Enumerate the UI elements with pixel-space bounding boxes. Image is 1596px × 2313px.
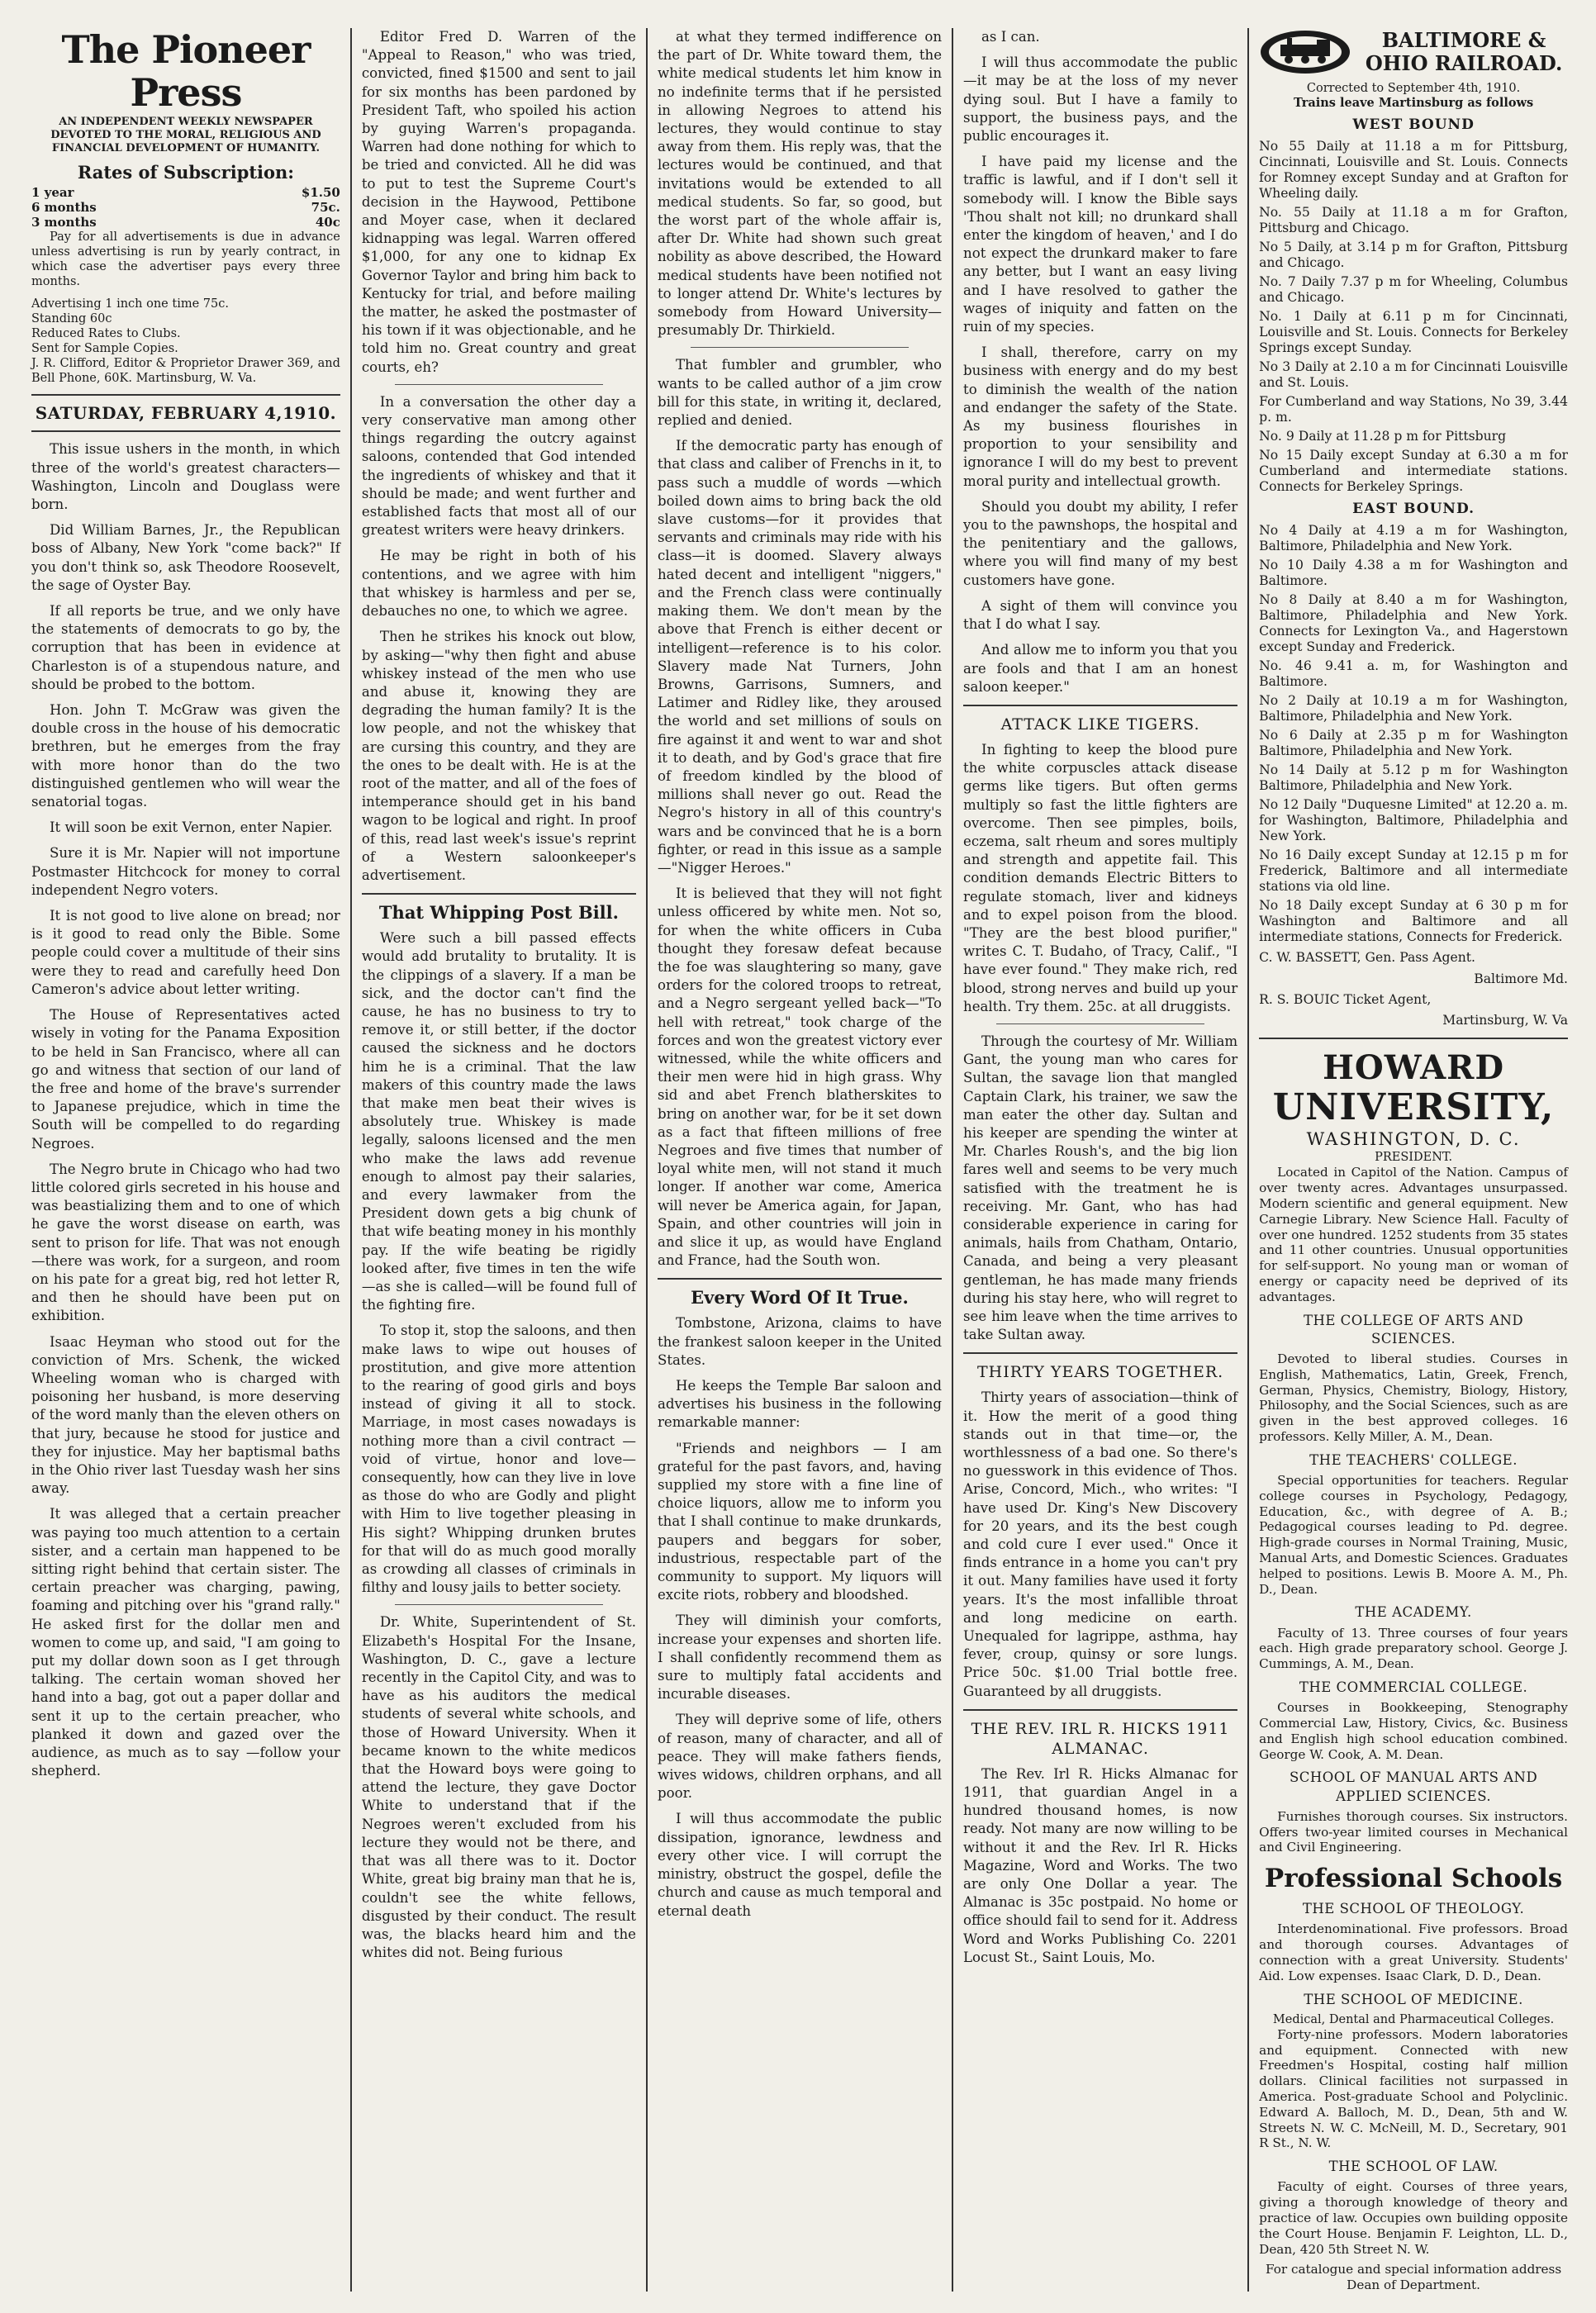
- article-paragraph: It is believed that they will not fight unless officered by white men. Not so, for when the white officers in Cuba thought they foresaw defeat because the foe was slaughtering so many, gave orders for the colored troops to retreat, and a Negro sergeant yelled back—"To hell with retreat," took charge of the forces and won the greatest victory ever witnessed, while the white officers and their men were hid in high grass. Why sid and abet French blatherskites to bring on another war, for be it set down as a fact that fifteen millions of free Negroes and five times that number of loyal white men, will not stand it much longer. If another war come, America will never be America again, for Japan, Spain, and other countries will join in and slice it up, as would have England and France, had the South won.: [657, 886, 943, 1269]
- column-5: [1247, 28, 1578, 2292]
- columns: [25, 28, 1578, 2292]
- editorial-paragraph: It will soon be exit Vernon, enter Napier.: [50, 819, 333, 836]
- article-paragraph: Then he strikes his knock out blow, by asking—"why then fight and abuse whiskey instead of the men who use and abuse it, knowing they are degrading the human family? It is the low people, and not the whiskey that are cursing this country, and they are the ones to be dealt with. He is at the root of the matter, and all of the foes of intemperance should get in his band wagon to be logical and right. In proof of this, read last week's issue's reprint of a Western saloonkeeper's advertisement.: [361, 629, 636, 883]
- section-subheading: Medical, Dental and Pharmaceutical Colleges.: [1272, 2012, 1555, 2026]
- train-entry: No 5 Daily, at 3.14 p m for Grafton, Pittsburg and Chicago.: [1259, 240, 1569, 271]
- divider: [395, 384, 603, 385]
- editorial-paragraph: This issue ushers in the month, in which three of the world's greatest characters—Washington, Lincoln and Douglass were born.: [31, 441, 340, 513]
- column-4: [952, 28, 1247, 2292]
- article-paragraph: If the democratic party has enough of that class and caliber of Frenchs in it, to pass such a muddle of words —which boiled down aims to bring back the old slave customs—for it provides that servants and criminals may ride with his class—it is doomed. Slavery always hated decent and intelligent "niggers," and the French class were continually making them. We don't mean by the above that French is either decent or intelligent—reference is to his color. Slavery made Nat Turners, John Browns, Garrisons, Sumners, and Latimer and Ridley like, they aroused the world and set millions of souls on fire against it and went to war and shot it to death, and by God's grace that fire of freedom kindled by the blood of millions shall never go out. Read the Negro's history in all of this country's wars and be convinced that he is a born fighter, or read in this issue as a sample—"Nigger Heroes.": [657, 438, 943, 876]
- divider: [1259, 1038, 1568, 1039]
- catalogue-note: For catalogue and special information address Dean of Department.: [1266, 2262, 1562, 2292]
- train-entry: No 16 Daily except Sunday at 12.15 p m for Frederick, Baltimore and all intermediate stations via old line.: [1259, 848, 1569, 895]
- locomotive-emblem-icon: [1259, 28, 1351, 76]
- headline-attack-like-tigers: ATTACK LIKE TIGERS.: [1000, 715, 1200, 734]
- column-2: [350, 28, 646, 2292]
- advertising-line: Advertising 1 inch one time 75c.: [31, 297, 229, 311]
- article-paragraph: They will deprive some of life, others of reason, many of character, and all of peace. They will make fathers fiends, wives widows, children orphans, and all poor.: [657, 1712, 943, 1802]
- article-paragraph: Through the courtesy of Mr. William Gant, the young man who cares for Sultan, the savage lion that mangled Captain Clark, his trainer, we saw the man eater the other day. Sultan and his keeper are spending the winter at Mr. Charles Roush's, and the big lion fares well and seems to be very much satisfied with the treatment he is receiving. Mr. Gant, who has had considerable experience in caring for animals, hails from Chatham, Ontario, Canada, and being a very pleasant gentleman, he has made many friends during his stay here, who will regret to see him leave when the time arrives to take Sultan away.: [963, 1033, 1238, 1343]
- train-entry: No 12 Daily "Duquesne Limited" at 12.20 a. m. for Washington, Baltimore, Philadelphia and New York.: [1259, 797, 1569, 844]
- article-paragraph: In fighting to keep the blood pure the white corpuscles attack disease germs like tigers. But often germs multiply so fast the little fighters are overcome. Then see pimples, boils, eczema, salt rheum and sores multiply and strength and appetite fail. This condition demands Electric Bitters to regulate stomach, liver and kidneys and to expel poison from the blood. "They are the best blood purifier," writes C. T. Budaho, of Tracy, Calif., "I have ever found." They make rich, red blood, strong nerves and build up your health. Try them. 25c. at all druggists.: [963, 741, 1238, 1014]
- section-text: Furnishes thorough courses. Six instructors. Offers two-year limited courses in Mechanical and Civil Engineering.: [1259, 1808, 1569, 1855]
- westbound-heading: WEST BOUND: [1352, 116, 1475, 133]
- article-paragraph: I shall, therefore, carry on my business with energy and do my best to diminish the wealth of the nation and endanger the safety of the State. As my business flourishes in proportion to your sensibility and ignorance I will do my best to prevent moral purity and intellectual growth.: [963, 344, 1238, 489]
- article-paragraph: Dr. White, Superintendent of St. Elizabeth's Hospital For the Insane, Washington, D. C., gave a lecture recently in the Capitol City, and was to have as his auditors the medical students of several white schools, and those of Howard University. When it became known to the white medicos that the Howard boys were going to attend the lecture, they gave Doctor White to understand that if the Negroes weren't excluded from his lecture they would not be there, and that was all there was to it. Doctor White, great big brainy man that he is, couldn't see the white fellows, disgusted by their conduct. The result was, the blacks heard him and the whites did not. Being furious: [361, 1614, 636, 1961]
- article-paragraph: Should you doubt my ability, I refer you to the pawnshops, the hospital and the penitentiary and the gallows, where you will find many of my best customers have gone.: [963, 498, 1238, 588]
- railroad-title: BALTIMORE & OHIO RAILROAD.: [1365, 28, 1563, 75]
- train-entry: No 6 Daily at 2.35 p m for Washington Baltimore, Philadelphia and New York.: [1259, 728, 1569, 759]
- editorial-paragraph: It is not good to live alone on bread; nor is it good to read only the Bible. Some people could cover a multitude of their sins were they to read and carefully heed Don Cameron's advice about letter writing.: [31, 908, 340, 997]
- article-paragraph: I will thus accommodate the public dissipation, ignorance, lewdness and every other vice. I will corrupt the ministry, obstruct the gospel, defile the church and cause as much temporal and eternal death: [657, 1811, 943, 1919]
- article-paragraph: Tombstone, Arizona, claims to have the frankest saloon keeper in the United States.: [657, 1315, 943, 1368]
- divider: [691, 347, 909, 348]
- divider: [362, 893, 636, 895]
- payment-notice: Pay for all advertisements is due in advance unless advertising is run by yearly contract, in which case the advertiser pays every three months.: [31, 230, 340, 289]
- section-heading: THE COLLEGE OF ARTS AND SCIENCES.: [1303, 1312, 1524, 1346]
- section-text: Devoted to liberal studies. Courses in English, Mathematics, Latin, Greek, French, German, Physics, Chemistry, Biology, History, Philosophy, and the Social Sciences, such as are given in the best approved colleges. 16 professors. Kelly Miller, A. M., Dean.: [1259, 1351, 1569, 1444]
- article-paragraph: And allow me to inform you that you are fools and that I am an honest saloon keeper.": [963, 642, 1238, 695]
- section-text: Interdenominational. Five professors. Broad and thorough courses. Advantages of connection with a great University. Students' Aid. Low expenses. Isaac Clark, D. D., Dean.: [1259, 1921, 1569, 1983]
- article-paragraph: Thirty years of association—think of it. How the merit of a good thing stands out in that time—or, the worthlessness of a bad one. So there's no guesswork in this evidence of Thos. Arise, Concord, Mich., who writes: "I have used Dr. King's New Discovery for 20 years, and its the best cough and cold cure I ever used." Once it finds entrance in a home you can't pry it out. Many families have used it forty years. It's the most infallible throat and long medicine on earth. Unequaled for lagrippe, asthma, hay fever, croup, quinsy or sore lungs. Price 50c. $1.00 Trial bottle free. Guaranteed by all druggists.: [963, 1389, 1238, 1699]
- divider: [963, 1352, 1237, 1354]
- section-text: Courses in Bookkeeping, Stenography Commercial Law, History, Civics, &c. Business and English high school education combined. George W. Cook, A. M. Dean.: [1259, 1700, 1569, 1762]
- rate-row: 3 months 40c: [31, 215, 340, 230]
- column-3: [646, 28, 952, 2292]
- editorial-paragraph: Did William Barnes, Jr., the Republican boss of Albany, New York "come back?" If you don't think so, ask Theodore Roosevelt, the sage of Oyster Bay.: [31, 522, 340, 593]
- headline-whipping-post: That Whipping Post Bill.: [378, 902, 619, 924]
- professional-schools-heading: Professional Schools: [1264, 1864, 1563, 1894]
- headline-every-word: Every Word Of It True.: [691, 1287, 909, 1308]
- article-paragraph: To stop it, stop the saloons, and then make laws to wipe out houses of prostitution, and give more attention to the rearing of good girls and boys instead of giving it all to stock. Marriage, in most cases nowadays is nothing more than a civil contract —void of virtue, honor and love—consequently, how can they live in love as those do who are Godly and plight with Him to live together pleasing in His sight? Whipping drunken brutes for that will do as much good morally as crowding all classes of criminals in filthy and lousy jails to better society.: [361, 1323, 636, 1596]
- schedule-corrected: Corrected to September 4th, 1910.: [1306, 82, 1521, 95]
- agent-signature: Baltimore Md.: [1474, 971, 1569, 986]
- train-entry: No. 55 Daily at 11.18 a m for Grafton, Pittsburg and Chicago.: [1259, 205, 1569, 236]
- howard-university-ad: [1259, 1049, 1568, 2292]
- section-heading: THE SCHOOL OF LAW.: [1328, 2159, 1499, 2175]
- train-entry: No 55 Daily at 11.18 a m for Pittsburg, Cincinnati, Louisville and St. Louis. Connects for Romney except Sunday and at Grafton for Wheeling daily.: [1259, 139, 1569, 202]
- train-entry: No. 7 Daily 7.37 p m for Wheeling, Columbus and Chicago.: [1259, 274, 1569, 306]
- editorial-paragraph: If all reports be true, and we only have the statements of democrats to go by, the corruption that has been in evidence at Charleston is of a stupendous nature, and should be probed to the bottom.: [31, 603, 340, 692]
- article-paragraph: The Rev. Irl R. Hicks Almanac for 1911, that guardian Angel in a hundred thousand homes, is now ready. Not many are now willing to be without it and the Rev. Irl R. Hicks Magazine, Word and Works. The two are only One Dollar a year. The Almanac is 35c postpaid. No home or office should fail to send for it. Address Word and Works Publishing Co. 2201 Locust St., Saint Louis, Mo.: [963, 1765, 1238, 1965]
- divider: [658, 1278, 942, 1280]
- university-name: UNIVERSITY,: [1272, 1086, 1555, 1129]
- trains-leave: Trains leave Martinsburg as follows: [1293, 96, 1534, 110]
- train-entry: No 2 Daily at 10.19 a m for Washington, Baltimore, Philadelphia and New York.: [1259, 693, 1569, 724]
- train-entry: No. 1 Daily at 6.11 p m for Cincinnati, Louisville and St. Louis. Connects for Berkeley Springs except Sunday.: [1259, 309, 1569, 356]
- section-heading: THE ACADEMY.: [1355, 1604, 1472, 1621]
- editorial-paragraph: The House of Representatives acted wisely in voting for the Panama Exposition to be held in San Francisco, where all can go and witness that section of our land of the free and home of the brave's surrender to Japanese prejudice, which in time the South will be compelled to do regarding Negroes.: [31, 1007, 340, 1152]
- divider: [963, 705, 1237, 706]
- train-entry: No. 46 9.41 a. m, for Washington and Baltimore.: [1259, 658, 1569, 690]
- headline-thirty-years: THIRTY YEARS TOGETHER.: [976, 1363, 1224, 1382]
- article-paragraph: They will diminish your comforts, increase your expenses and shorten life. I shall confidently recommend them as sure to multiply fatal accidents and incurable diseases.: [657, 1612, 943, 1703]
- editorial-paragraph: Hon. John T. McGraw was given the double cross in the house of his democratic brethren, but he emerges from the fray with more honor than do the two distinguished gentlemen who will wear the senatorial togas.: [31, 702, 340, 810]
- dateline: SATURDAY, FEBRUARY 4,1910.: [35, 403, 337, 424]
- section-heading: THE SCHOOL OF MEDICINE.: [1304, 1991, 1523, 2007]
- editorial-paragraph: The Negro brute in Chicago who had two little colored girls secreted in his house and was beastializing them and to one of which he gave the worst disease on earth, was sent to prison for life. That was not enough—there was work, for a surgeon, and room on his pate for a great big, red hot letter R, and then he should have been put on exhibition.: [31, 1161, 340, 1324]
- article-paragraph: I have paid my license and the traffic is lawful, and if I don't sell it somebody will. I know the Bible says 'Thou shalt not kill; no drunkard shall enter the kingdom of heaven,' and I do not expect the drunkard maker to fare any better, but I want an easy living and I have resolved to gather the wages of iniquity and fatten on the ruin of my species.: [963, 154, 1238, 335]
- advertising-line: Sent for Sample Copies.: [31, 342, 178, 356]
- train-entry: No 14 Daily at 5.12 p m for Washington Baltimore, Philadelphia and New York.: [1259, 762, 1569, 794]
- headline-hicks-almanac: THE REV. IRL R. HICKS 1911 ALMANAC.: [971, 1719, 1230, 1758]
- article-paragraph: I will thus accommodate the public—it may be at the loss of my never dying soul. But I have a family to support, the business pays, and the public encourages it.: [963, 55, 1238, 145]
- section-text: Faculty of eight. Courses of three years, giving a thorough knowledge of theory and practice of law. Occupies own building opposite the Court House. Benjamin F. Leighton, LL. D., Dean, 420 5th Street N. W.: [1259, 2179, 1569, 2257]
- article-paragraph: In a conversation the other day a very conservative man among other things regarding the outcry against saloons, contended that God intended the ingredients of whiskey and that it should be made; and went further and established facts that most all of our greatest writers were heavy drinkers.: [361, 393, 636, 539]
- divider: [31, 430, 340, 432]
- section-text: Faculty of 13. Three courses of four years each. High grade preparatory school. George J. Cummings, A. M., Dean.: [1259, 1625, 1569, 1672]
- rates-heading: Rates of Subscription:: [77, 162, 295, 183]
- divider: [395, 1604, 603, 1605]
- editorial-paragraph: Sure it is Mr. Napier will not importune Postmaster Hitchcock for money to corral independent Negro voters.: [31, 845, 340, 898]
- agent-signature: C. W. BASSETT, Gen. Pass Agent.: [1259, 950, 1475, 966]
- train-entry: No 15 Daily except Sunday at 6.30 a m for Cumberland and intermediate stations. Connects for Berkeley Springs.: [1259, 448, 1569, 495]
- divider: [963, 1709, 1237, 1711]
- article-paragraph: Editor Fred D. Warren of the "Appeal to Reason," who was tried, convicted, fined $1500 and sent to jail for six months has been pardoned by President Taft, who spoiled his action by guying Warren's propaganda. Warren had done nothing for which to be tried and convicted. All he did was to put to test the Supreme Court's decision in the Haywood, Pettibone and Moyer case, when it declared kidnapping was legal. Warren offered $1,000, for any one to kidnap Ex Governor Taylor and bring him back to Kentucky for trial, and before mailing the matter, he asked the postmaster of his town if it was objectionable, and he told him no. Great country and great courts, eh?: [361, 29, 636, 375]
- train-entry: No 18 Daily except Sunday at 6 30 p m for Washington and Baltimore and all intermediate stations, Connects for Frederick.: [1259, 898, 1569, 945]
- column-1: [25, 28, 350, 2292]
- editorial-paragraph: Isaac Heyman who stood out for the conviction of Mrs. Schenk, the wicked Wheeling woman who is charged with poisoning her husband, is more deserving of the word manly than the eleven others on that jury, because he stood for justice and they for injustice. May her baptismal baths in the Ohio river last Tuesday wash her sins away.: [31, 1333, 340, 1497]
- rate-row: 1 year $1.50: [31, 185, 340, 201]
- article-paragraph: He may be right in both of his contentions, and we agree with him that whiskey is harmless and per se, debauches no one, to which we agree.: [361, 548, 636, 620]
- train-entry: No 10 Daily 4.38 a m for Washington and Baltimore.: [1259, 558, 1569, 589]
- railroad-header: [1259, 28, 1568, 76]
- advertising-line: Reduced Rates to Clubs.: [31, 327, 181, 341]
- article-paragraph: Were such a bill passed effects would add brutality to brutality. It is the clippings of a slavery. If a man be sick, and the doctor can't find the cause, he has no business to try to remove it, or still better, if the doctor caused the sickness and he doctors him he is a criminal. That the law makers of this country made the laws that make men beat their wives is absolutely true. Whiskey is made legally, saloons licensed and the men who make the laws add revenue enough to almost pay their salaries, and every lawmaker from the President down gets a big chunk of that wife beating money in his monthly pay. If the wife beating be rigidly looked after, five times in ten the wife—as she is called—will be found full of the fighting fire.: [361, 930, 636, 1313]
- section-text: Forty-nine professors. Modern laboratories and equipment. Connected with new Freedmen's Hospital, costing half million dollars. Clinical facilities not surpassed in America. Post-graduate School and Polyclinic. Edward A. Balloch, M. D., Dean, 5th and W. Streets N. W. C. McNeill, M. D., Secretary, 901 R St., N. W.: [1259, 2026, 1569, 2151]
- article-paragraph: at what they termed indifference on the part of Dr. White toward them, the white medical students let him know in no indefinite terms that if he persisted in allowing Negroes to attend his lectures, they would continue to stay away from them. His reply was, that the lectures would be continued, and that invitations would be extended to all medical students. So far, so good, but the worst part of the whole affair is, after Dr. White had shown such great nobility as above described, the Howard medical students have been notified not to longer attend Dr. White's lectures by somebody from Howard University—presumably Dr. Thirkield.: [657, 29, 943, 339]
- train-entry: For Cumberland and way Stations, No 39, 3.44 p. m.: [1259, 394, 1569, 425]
- article-paragraph: "Friends and neighbors — I am grateful for the past favors, and, having supplied my store with a fine line of choice liquors, allow me to inform you that I shall continue to make drunkards, paupers and beggars for sober, industrious, respectable part of the community to support. My liquors will excite riots, robbery and bloodshed.: [657, 1440, 943, 1603]
- section-heading: THE SCHOOL OF THEOLOGY.: [1302, 1901, 1525, 1917]
- editorial-paragraph: It was alleged that a certain preacher was paying too much attention to a certain sister, and a certain man happened to be sitting right behind that certain sister. The certain preacher was charging, pawing, foaming and pitching over his "grand rally." He asked first for the dollar men and women to come up, and said, "I am going to put my dollar down soon as I get through talking. The certain woman shoved her hand into a bag, got out a paper dollar and sent it up to the certain preacher, who planked it down and gazed over the audience, as much as to say —follow your shepherd.: [31, 1506, 340, 1779]
- publisher-line: J. R. Clifford, Editor & Proprietor Drawer 369, and Bell Phone, 60K. Martinsburg, W. Va.: [31, 357, 340, 386]
- train-entry: No. 9 Daily at 11.28 p m for Pittsburg: [1259, 429, 1507, 444]
- howard-location: WASHINGTON, D. C.: [1306, 1129, 1521, 1150]
- article-paragraph: That fumbler and grumbler, who wants to be called author of a jim crow bill for this state, in writing it, declared, replied and denied.: [657, 357, 943, 429]
- masthead-title: The Pioneer Press: [61, 28, 311, 115]
- masthead-subtitle: AN INDEPENDENT WEEKLY NEWSPAPER DEVOTED TO THE MORAL, RELIGIOUS AND FINANCIAL DEVELOPMENT OF HUMANITY.: [50, 116, 321, 154]
- section-text: Special opportunities for teachers. Regular college courses in Psychology, Pedagogy, Education, &c., with degree of A. B.; Pedagogical courses leading to Pd. degree. High-grade courses in Normal Training, Music, Manual Arts, and Domestic Sciences. Graduates helped to positions. Lewis B. Moore A. M., Ph. D., Dean.: [1259, 1472, 1569, 1597]
- section-heading: SCHOOL OF MANUAL ARTS AND APPLIED SCIENCES.: [1289, 1769, 1538, 1804]
- article-paragraph: as I can.: [981, 29, 1040, 45]
- howard-intro: Located in Capitol of the Nation. Campus of over twenty acres. Advantages unsurpassed. Modern scientific and general equipment. New Carnegie Library. New Science Hall. Faculty of over one hundred. 1252 students from 35 states and 11 other countries. Unusual opportunities for self-support. No young man or woman of energy or capacity need be deprived of its advantages.: [1259, 1165, 1569, 1304]
- article-paragraph: A sight of them will convince you that I do what I say.: [963, 597, 1238, 633]
- train-entry: No 3 Daily at 2.10 a m for Cincinnati Louisville and St. Louis.: [1259, 359, 1569, 391]
- advertising-line: Standing 60c: [31, 312, 112, 326]
- train-entry: No 4 Daily at 4.19 a m for Washington, Baltimore, Philadelphia and New York.: [1259, 523, 1569, 554]
- howard-president: PRESIDENT.: [1375, 1151, 1453, 1165]
- rate-row: 6 months 75c.: [31, 200, 340, 216]
- article-paragraph: He keeps the Temple Bar saloon and advertises his business in the following remarkable manner:: [657, 1378, 943, 1431]
- agent-signature: Martinsburg, W. Va: [1442, 1013, 1569, 1028]
- howard-name: HOWARD: [1323, 1048, 1505, 1088]
- section-heading: THE COMMERCIAL COLLEGE.: [1299, 1679, 1528, 1695]
- eastbound-heading: EAST BOUND.: [1352, 501, 1475, 518]
- section-heading: THE TEACHERS' COLLEGE.: [1309, 1451, 1518, 1468]
- train-entry: No 8 Daily at 8.40 a m for Washington, Baltimore, Philadelphia and New York. Connects for Lexington Va., and Hagerstown except Sunday and Frederick.: [1259, 592, 1569, 655]
- agent-signature: R. S. BOUIC Ticket Agent,: [1259, 991, 1432, 1007]
- divider: [31, 394, 340, 396]
